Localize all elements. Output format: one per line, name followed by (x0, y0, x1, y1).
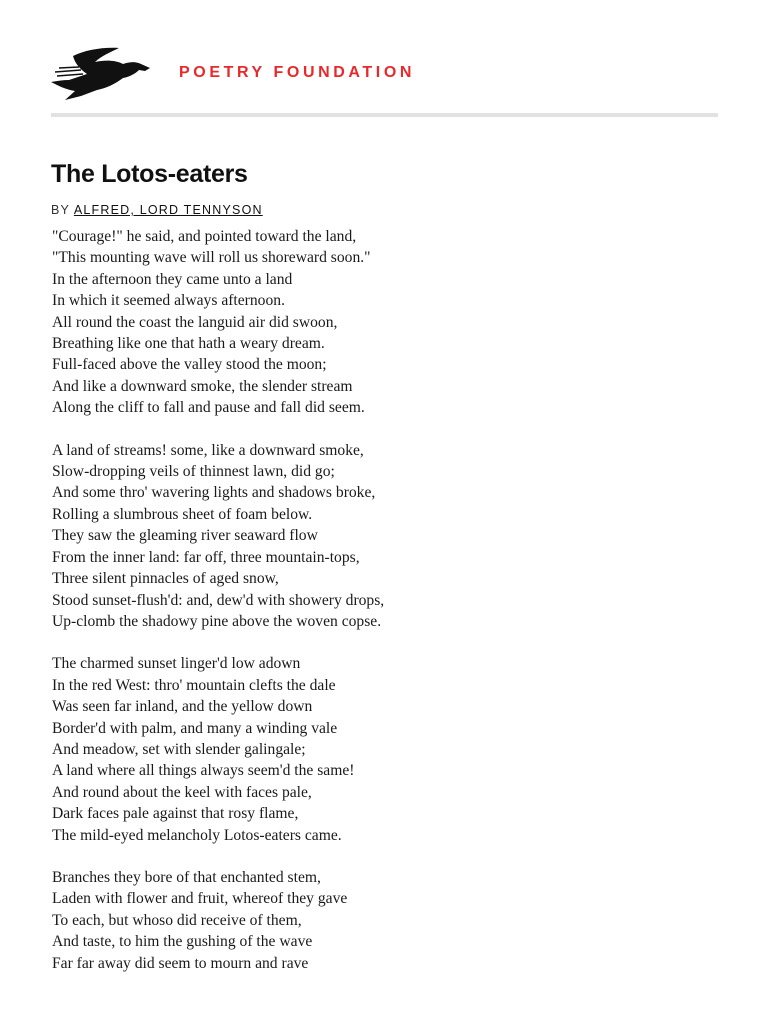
poem-title: The Lotos-eaters (51, 160, 248, 188)
poem-line: Stood sunset-flush'd: and, dew'd with showery drops, (52, 591, 385, 609)
header-divider (51, 113, 718, 117)
poem-line: A land where all things always seem'd the same! (52, 762, 355, 780)
poem-line: Far far away did seem to mourn and rave (52, 954, 309, 972)
poem-line: All round the coast the languid air did swoon, (52, 313, 338, 331)
poem-line: Up-clomb the shadowy pine above the woven copse. (52, 612, 382, 630)
poem-line: "Courage!" he said, and pointed toward the land, (52, 228, 357, 245)
poem-line: Border'd with palm, and many a winding vale (52, 719, 338, 737)
poem-line: The charmed sunset linger'd low adown (52, 655, 301, 673)
poem-line: A land of streams! some, like a downward smoke, (52, 441, 364, 459)
poem-line: Was seen far inland, and the yellow down (52, 698, 313, 716)
poem-line: "This mounting wave will roll us shoreward soon." (52, 249, 371, 267)
poem-line: And meadow, set with slender galingale; (52, 740, 306, 758)
brand-name[interactable]: POETRY FOUNDATION (179, 64, 416, 81)
poem-line: Branches they bore of that enchanted stem, (52, 868, 321, 886)
poem-line: Full-faced above the valley stood the moon; (52, 356, 327, 374)
poem-line: And taste, to him the gushing of the wave (52, 933, 313, 951)
author-link[interactable]: ALFRED, LORD TENNYSON (73, 203, 263, 217)
stanza-3 (52, 653, 712, 846)
stanza-1 (52, 226, 712, 419)
poem-line: In which it seemed always afternoon. (52, 292, 285, 310)
poem-line: Three silent pinnacles of aged snow, (52, 570, 279, 588)
poem-line: Dark faces pale against that rosy flame, (52, 805, 299, 823)
stanza-4 (52, 867, 712, 974)
poem-line: To each, but whoso did receive of them, (52, 911, 302, 929)
poem-line: In the afternoon they came unto a land (52, 270, 293, 288)
stanza-2 (52, 440, 712, 633)
poem-line: Slow-dropping veils of thinnest lawn, did go; (52, 463, 335, 481)
poem-line: In the red West: thro' mountain clefts the dale (52, 676, 336, 694)
poem-line: And round about the keel with faces pale, (52, 783, 312, 801)
poem-line: They saw the gleaming river seaward flow (52, 527, 318, 545)
poem-line: The mild-eyed melancholy Lotos-eaters came. (52, 826, 342, 844)
poem-line: Laden with flower and fruit, whereof they gave (52, 890, 348, 908)
poem-body (52, 226, 712, 995)
pegasus-logo-icon[interactable] (51, 44, 151, 102)
poem-line: And like a downward smoke, the slender stream (52, 377, 353, 395)
byline (51, 203, 263, 217)
site-header (51, 44, 718, 104)
poem-line: Rolling a slumbrous sheet of foam below. (52, 505, 313, 523)
poem-line: Breathing like one that hath a weary dream. (52, 335, 325, 353)
by-label: BY (51, 203, 70, 217)
poem-line: From the inner land: far off, three mountain-tops, (52, 548, 360, 566)
poem-line: Along the cliff to fall and pause and fall did seem. (52, 399, 365, 417)
poem-line: And some thro' wavering lights and shadows broke, (52, 484, 376, 502)
